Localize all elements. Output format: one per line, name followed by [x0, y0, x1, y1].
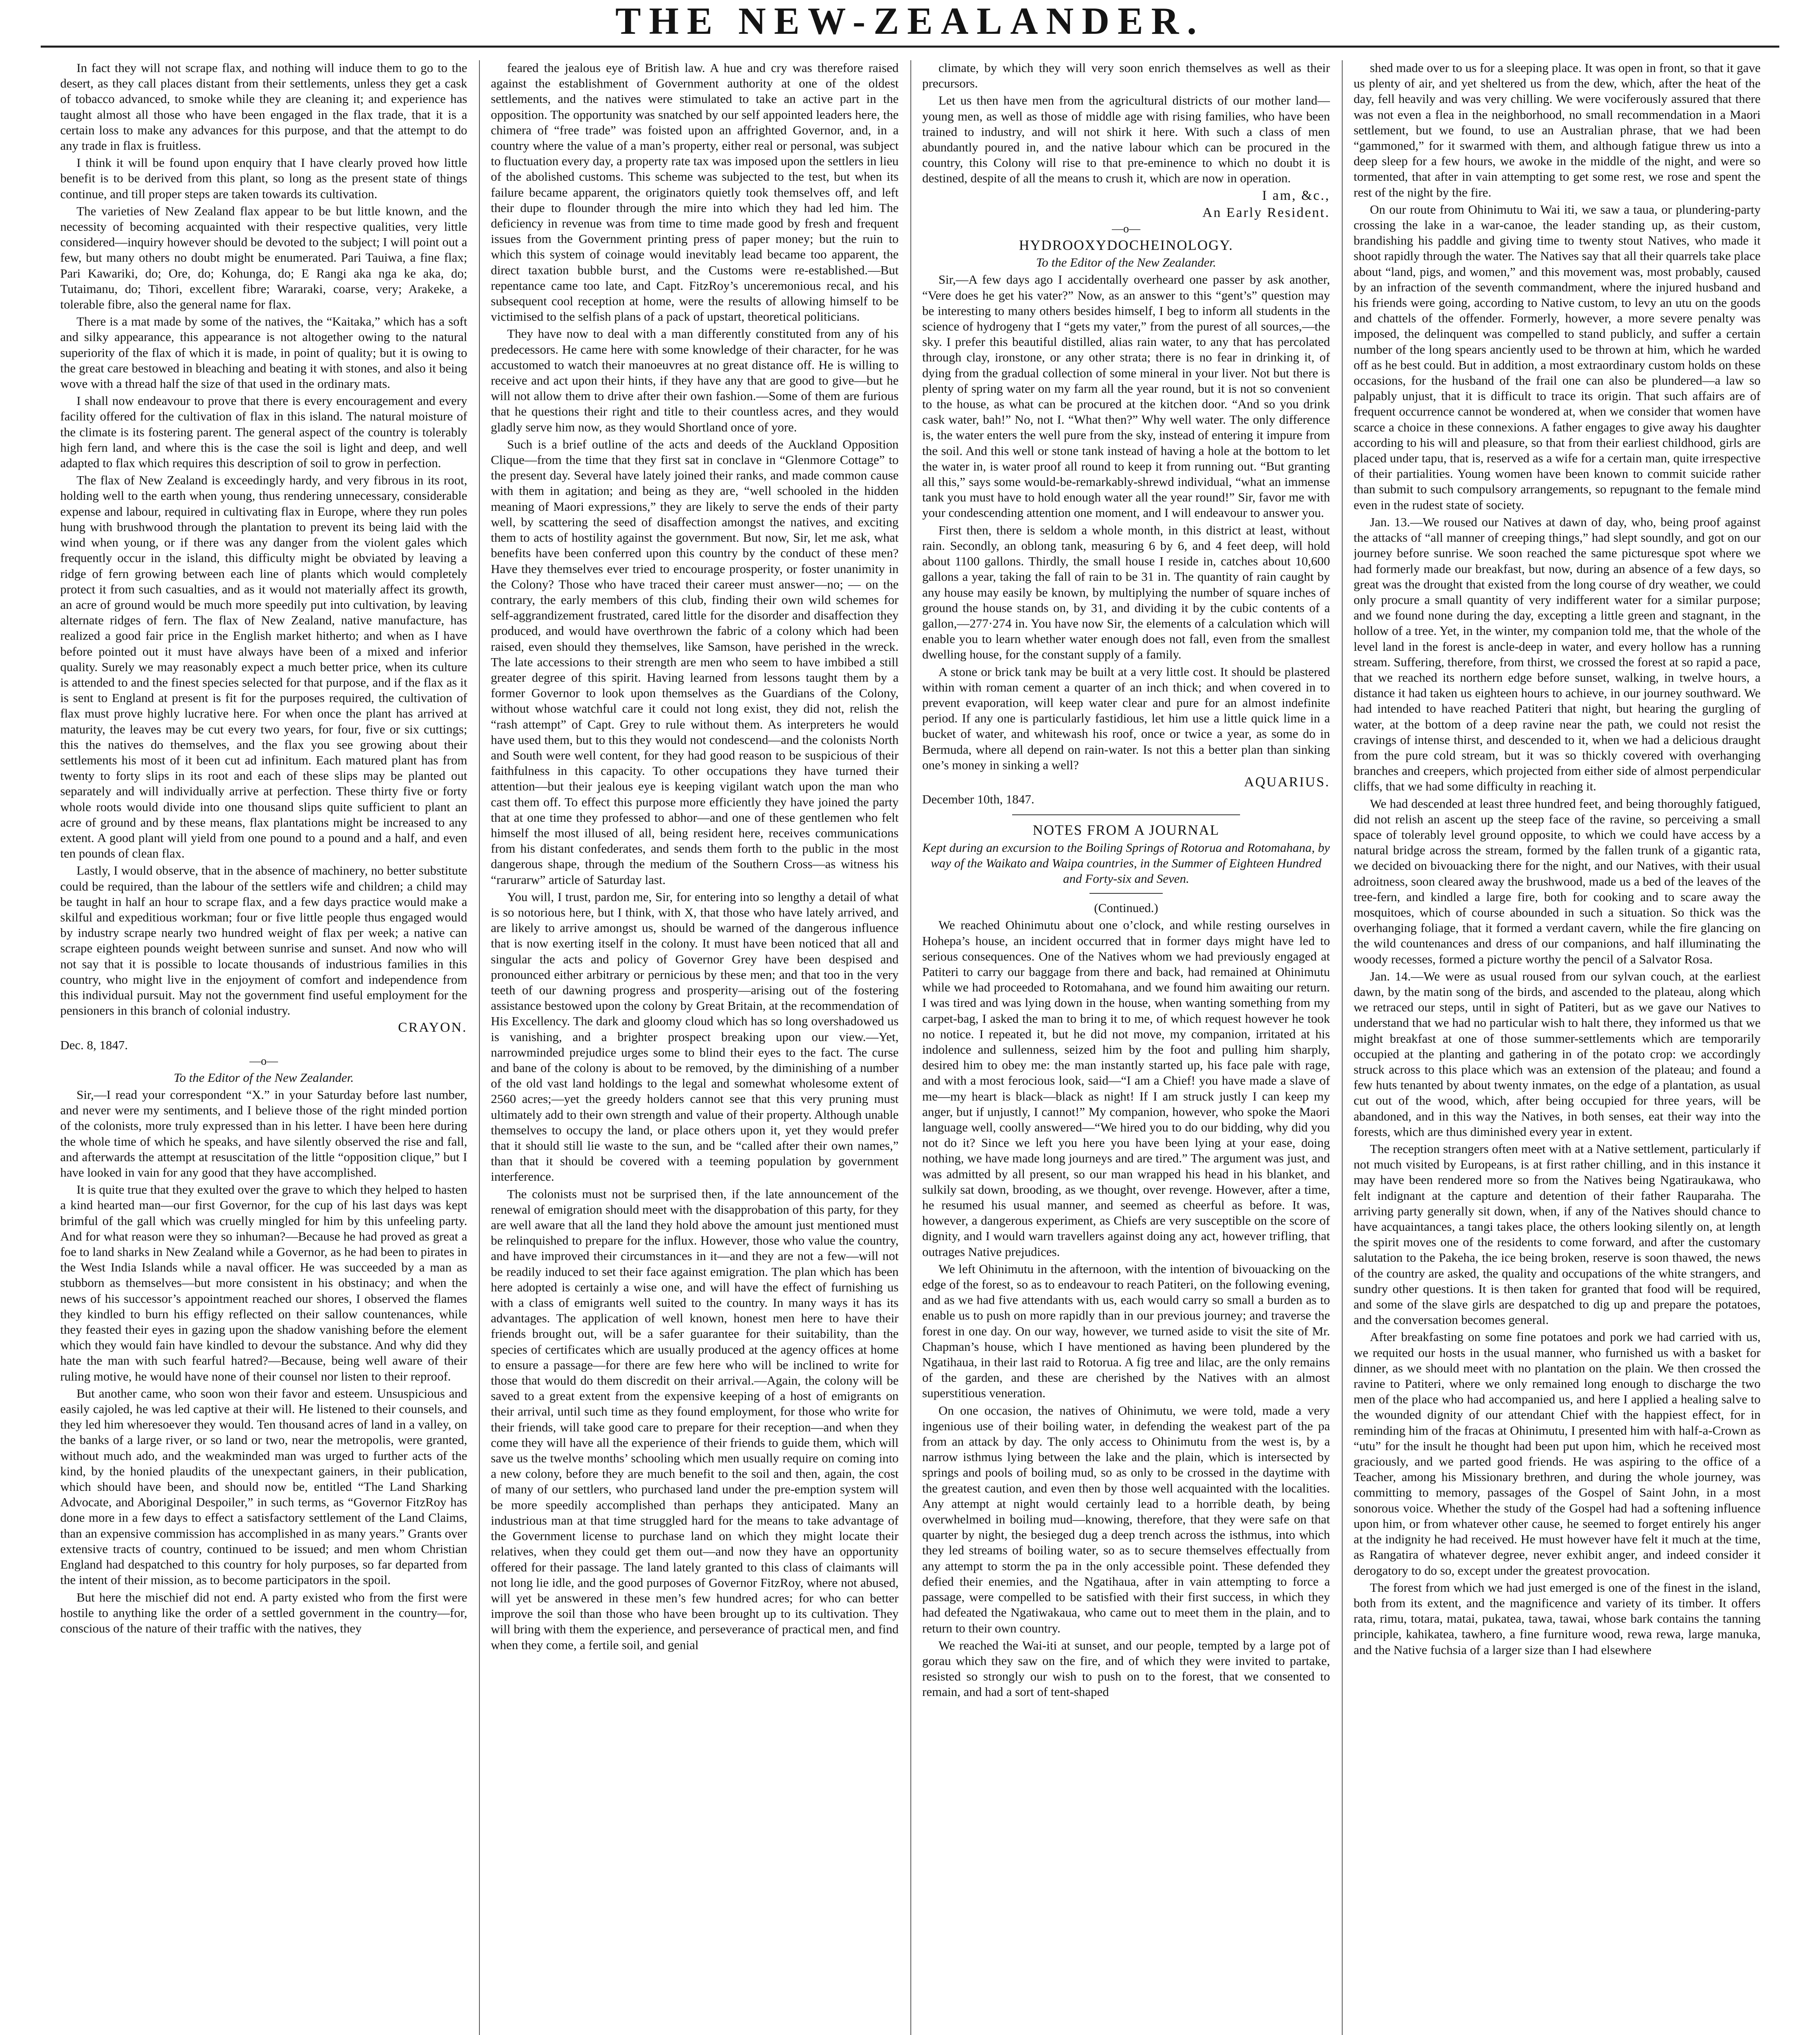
column-divider	[1342, 60, 1343, 2035]
paragraph: We reached the Wai-iti at sunset, and our people, tempted by a large pot of gorau which they saw on the fire, and of which they were invited to partake, resisted so strongly our wish to push on to the forest, that we consented to remain, and had a sort of tent-shaped	[922, 1638, 1330, 1699]
article-heading: NOTES FROM A JOURNAL	[1032, 822, 1220, 838]
column-divider	[479, 60, 480, 2035]
column-1	[60, 60, 467, 2035]
paragraph: After breakfasting on some fine potatoes and pork we had carried with us, we requited our hosts in the usual manner, who furnished us with a basket for dinner, as we should meet with no plantation on the plain. We then crossed the ravine to Patiteri, where we only remained long enough to discharge the two men of the place who had accompanied us, and here I applied a healing salve to the wounded dignity of our attendant Chief with the happiest effect, for in reminding him of the fracas at Ohinimutu, I presented him with half-a-Crown as “utu” for the insult he thought had been put upon him, which he received most graciously, and we parted good friends. He was aspiring to the office of a Teacher, among his Missionary brethren, and during the whole journey, was committing to memory, passages of the Gospel of Saint John, in a most sonorous voice. Whether the study of the Gospel had had a softening influence upon him, or from whatever other cause, he seemed to forget entirely his anger at the indignity he had received. He must however have felt it much at the time, as Rangatira of whatever degree, never exhibit anger, and indeed consider it derogatory to do so, except under the greatest provocation.	[1354, 1330, 1761, 1578]
paragraph: Jan. 14.—We were as usual roused from our sylvan couch, at the earliest dawn, by the matin song of the birds, and ascended to the plateau, along which we retraced our steps, until in sight of Patiteri, but as we gave our Natives to understand that we had no particular wish to halt there, they informed us that we might breakfast at one of those summer-settlements which are temporarily occupied at the planting and gathering in of the potato crop: we accordingly struck across to this place which was an extension of the plateau; and found a few huts tenanted by about twenty inmates, on the edge of a plantation, as usual cut out of the wood, which, after being occupied for three years, will be abandoned, and in this way the Natives, in both senses, eat their way into the forests, which are thus diminished every year in extent.	[1354, 969, 1761, 1139]
dateline: December 10th, 1847.	[922, 792, 1035, 807]
paragraph: But another came, who soon won their favor and esteem. Unsuspicious and easily cajoled, he was led captive at their will. He listened to their counsels, and they led him wheresoever they would. Ten thousand acres of land in a valley, on the banks of a large river, or so land or two, near the metropolis, were granted, without much ado, and the weakminded man was urged to further acts of the kind, by the honied plaudits of the unexpectant gainers, in their publication, which should have been, and should now be, entitled “The Land Sharking Advocate, and Aboriginal Despoiler,” in such terms, as “Governor FitzRoy has done more in a few days to effect a satisfactory settlement of the Land Claims, than an expensive commission has accomplished in as many years.” Grants over extensive tracts of country, continued to be issued; and men whom Christian England had despatched to this country for holy purposes, so far departed from the intent of their mission, as to become participators in the spoil.	[60, 1386, 467, 1587]
paragraph: We reached Ohinimutu about one o’clock, and while resting ourselves in Hohepa’s house, an incident occurred that in former days might have led to serious consequences. One of the Natives whom we had previously engaged at Patiteri to carry our baggage from there and back, had remained at Ohinimutu while we had proceeded to Rotomahana, and we found him awaiting our return. I was tired and was lying down in the house, when wanting something from my carpet-bag, I asked the man to bring it to me, of which request however he took no notice. I repeated it, but he did not move, my companion, irritated at his indolence and sullenness, seized him by the foot and pulling him sharply, desired him to obey me: the man instantly started up, his face pale with rage, and with a most ferocious look, said—“I am a Chief! you have made a slave of me—my heart is black—black as night! If I am struck justly I can keep my anger, but if unjustly, I cannot!” My companion, however, who spoke the Maori language well, coolly answered—“We hired you to do our bidding, why did you not do it? Since we left you here you have been lying at your ease, doing nothing, we have made long journeys and are tired.” The argument was just, and was admitted by all present, so our man wrapped his head in his blanket, and sulkily sat down, brooding, as we thought, over revenge. However, after a time, he resumed his usual manner, and seemed as cheerful as before. It was, however, a dangerous experiment, as Chiefs are very susceptible on the score of dignity, and I would warn travellers against doing any act, however trifling, that outrages Native prejudices.	[922, 918, 1330, 1259]
signature-crayon: CRAYON.	[398, 1020, 467, 1035]
paragraph: The flax of New Zealand is exceedingly hardy, and very fibrous in its root, holding well to the earth when young, thus rendering unnecessary, considerable expense and labour, required in cultivating flax in Europe, where they run poles hung with brushwood through the plantation to prevent its being laid with the wind when young, or if there was any danger from the violent gales which frequently occur in the island, this difficulty might be obviated by leaving a ridge of fern growing between each line of plants which would completely protect it from such casualties, and as it would not materially affect its growth, an acre of ground would be much more speedily put into cultivation, by leaving alternate ridges of fern. The flax of New Zealand, native manufacture, has realized a good fair price in the English market hitherto; and when as I have before pointed out it must have always have been of a mixed and inferior quality. Surely we may reasonably expect a much better price, when its culture is attended to and the finest species selected for that purpose, and if the flax as it is sent to England at present is fit for the purposes required, the cultivation of flax must prove highly lucrative here. For when once the plant has arrived at maturity, the leaves may be cut every two years, for four, five or six cuttings; this the natives do themselves, and the flax you see growing about their settlements his most of it been cut ad infinitum. Each matured plant has from twenty to forty slips in its root and each of these slips may be planted out separately and will individually arrive at perfection. These thirty five or forty whole roots would divide into one thousand slips quite sufficient to plant an acre of ground and by these means, flax plantations might be increased to any extent. A good plant will yield from one pound to a pound and a half, and even ten pounds of clean flax.	[60, 473, 467, 861]
masthead	[0, 0, 1820, 49]
paragraph: We had descended at least three hundred feet, and being thoroughly fatigued, did not relish an ascent up the steep face of the ravine, so perceiving a small space of tolerably level ground opposite, to which we could have access by a natural bridge across the stream, formed by the fallen trunk of a gigantic rata, we decided on bivouacking there for the night, and our Natives, with their usual adroitness, soon cleared away the brushwood, made us a bed of the leaves of the tree-fern, and kindled a large fire, both for cooking and to scare away the mosquitoes, which of course abounded in such a situation. So thick was the overhanging foliage, that it formed a verdant cavern, while the fire glancing on the wild countenances and dress of our companions, and half illuminating the woody recesses, formed a picture worthy the pencil of a Salvator Rosa.	[1354, 796, 1761, 966]
paragraph: There is a mat made by some of the natives, the “Kaitaka,” which has a soft and silky appearance, this appearance is not altogether owing to the natural superiority of the flax of which it is made, in point of quality; but it is owing to the great care bestowed in bleaching and beating it with stones, and also it being wove with a thread half the size of that used in the ordinary mats.	[60, 314, 467, 391]
paragraph: shed made over to us for a sleeping place. It was open in front, so that it gave us plenty of air, and yet sheltered us from the dew, which, after the heat of the day, fell heavily and was very chilling. We were vociferously assured that there was not even a flea in the neighborhood, no small recommendation in a Maori settlement, but we found, to use an Australian phrase, that we had been “gammoned,” for it swarmed with them, and although fatigue threw us into a deep sleep for a few hours, we awoke in the middle of the night, and were so tormented, that after in vain attempting to get some rest, we rose and spent the rest of the night by the fire.	[1354, 61, 1761, 199]
closing: I am, &c.,	[1262, 188, 1330, 203]
paragraph: Sir,—I read your correspondent “X.” in your Saturday before last number, and never were my sentiments, and I believe those of the right minded portion of the colonists, more truly expressed than in his letter. I have been here during the whole time of which he speaks, and have silently observed the rise and fall, and afterwards the attempt at resuscitation of the little “opposition clique,” but I have looked in vain for any good that they have accomplished.	[60, 1088, 467, 1180]
paragraph: It is quite true that they exulted over the grave to which they helped to hasten a kind hearted man—our first Governor, for the cup of his last days was kept brimful of the gall which was cruelly mingled for him by this unfeeling party. And for what reason were they so inhuman?—Because he had proved as great a foe to land sharks in New Zealand while a Governor, as he had been to pirates in the West India Islands while a naval officer. He was succeeded by a man as stubborn as themselves—but more consistent in his obstinacy; and when the news of his successor’s appointment reached our shores, I observed the flames they kindled to burn his effigy reflected on their sallow countenances, while they feasted their eyes in gazing upon the shadow vanishing before the element which they would fain have kindled to devour the substance. And why did they hate the man with such fearful hatred?—Because, being well aware of their ruling motive, he would have none of their counsel nor listen to their reproof.	[60, 1182, 467, 1383]
paragraph: The varieties of New Zealand flax appear to be but little known, and the necessity of becoming acquainted with their respective qualities, very little considered—inquiry however should be devoted to the subject; I will point out a few, but many others no doubt might be enumerated. Pari Tauiwa, a fine flax; Pari Kawariki, do; Ore, do; Kohunga, do; E Rangi aka nga ke aka, do; Tutaimanu, do; Tihori, excellent fibre; Wararaki, coarse, very; Arakeke, a tolerable fibre, also the general name for flax.	[60, 204, 467, 312]
paragraph: I shall now endeavour to prove that there is every encouragement and every facility offered for the cultivation of flax in this island. The natural moisture of the climate is its fostering parent. The general aspect of the country is tolerably high fern land, and where this is the case the soil is light and deep, and well adapted to flax which requires this description of soil to grow in perfection.	[60, 394, 467, 470]
signature-early-resident: An Early Resident.	[1202, 205, 1330, 220]
separator: —o—	[1112, 223, 1140, 236]
article-subheading: Kept during an excursion to the Boiling Springs of Rotorua and Rotomahana, by way of the Waikato and Waipa countries, in the Summer of Eighteen Hundred and Forty-six and Seven.	[922, 840, 1330, 886]
column-4	[1354, 60, 1761, 2035]
letter-address: To the Editor of the New Zealander.	[1036, 255, 1216, 270]
short-rule	[1089, 893, 1163, 894]
continued-label: (Continued.)	[1094, 901, 1158, 915]
paragraph: We left Ohinimutu in the afternoon, with the intention of bivouacking on the edge of the forest, so as to endeavour to reach Patiteri, on the following evening, and as we had five attendants with us, each would carry so small a burden as to enable us to push on more rapidly than in our previous journey; and traverse the forest in one day. On our way, however, we turned aside to visit the site of Mr. Chapman’s house, which I have mentioned as having been plundered by the Ngatihaua, in their last raid to Rotorua. A fig tree and lilac, are the only remains of the garden, and these are cherished by the Natives with an almost superstitious veneration.	[922, 1261, 1330, 1400]
paragraph: The reception strangers often meet with at a Native settlement, particularly if not much visited by Europeans, is at first rather chilling, and in this instance it may have been rendered more so from the Natives being Ngatiraukawa, who felt indignant at the capture and detention of their father Rauparaha. The arriving party generally sit down, when, if any of the Natives should chance to have acquaintances, a tangi takes place, the others looking silently on, at length the spirit moves one of the residents to come forward, and after the customary salutation to the Pakeha, the ice being broken, reserve is soon thawed, the news of the country are asked, the quality and occupations of the white strangers, and sundry other questions. It is then taken for granted that food will be required, and some of the slave girls are despatched to dig up and prepare the potatoes, and the conversation becomes general.	[1354, 1142, 1761, 1327]
column-2	[491, 60, 899, 2035]
masthead-rule	[41, 46, 1779, 48]
paragraph: First then, there is seldom a whole month, in this district at least, without rain. Secondly, an oblong tank, measuring 6 by 6, and 4 feet deep, will hold about 1100 gallons. Thirdly, the small house I reside in, catches about 10,600 gallons a year, taking the fall of rain to be 31 in. The quantity of rain caught by any house may easily be known, by multiplying the number of square inches of ground the house stands on, by 31, and dividing it by the cubic contents of a gallon,—277·274 in. You have now Sir, the elements of a calculation which will enable you to learn whether water enough does not fall, even from the smallest dwelling house, for the constant supply of a family.	[922, 523, 1330, 662]
dateline: Dec. 8, 1847.	[60, 1037, 128, 1052]
section-rule	[1012, 814, 1240, 815]
letter-address: To the Editor of the New Zealander.	[173, 1070, 354, 1085]
signature-aquarius: AQUARIUS.	[1244, 774, 1330, 790]
newspaper-title: THE NEW-ZEALANDER.	[615, 0, 1205, 42]
paragraph: Jan. 13.—We roused our Natives at dawn of day, who, being proof against the attacks of “all manner of creeping things,” had slept soundly, and got on our journey before sunrise. We soon reached the same picturesque spot where we had formerly made our breakfast, but now, during an absence of a few days, so great was the drought that existed from the long course of dry weather, we could only procure a small quantity of very indifferent water for a similar purpose; and we found none during the day, excepting a little green and stagnant, in the hollow of a tree. Yet, in the winter, my companion told me, that the whole of the level land in the forest is ancle-deep in water, and every hollow has a running stream. Suffering, therefore, from thirst, we crossed the forest at so rapid a pace, that we reached its northern edge before sunset, walking, in twelve hours, a distance it had taken us eighteen hours to achieve, in our journey southward. We had intended to have reached Patiteri that night, but hearing the gurgling of water, at the bottom of a deep ravine near the path, we could not resist the cravings of intense thirst, and descended to it, when we had a delicious draught from the pure cold stream, but it was so thickly covered with overhanging branches and creepers, which projected from either side of almost perpendicular cliffs, that we had some difficulty in reaching it.	[1354, 514, 1761, 794]
paragraph: climate, by which they will very soon enrich themselves as well as their precursors.	[922, 61, 1330, 91]
paragraph: Sir,—A few days ago I accidentally overheard one passer by ask another, “Vere does he get his vater?” Now, as an answer to this “gent’s” question may be interesting to many others besides himself, I beg to inform all students in the science of hydrogeny that I “gets my vater,” from the purest of all sources,—the sky. I prefer this beautiful distilled, alias rain water, to any that has percolated through clay, ironstone, or any other strata; there is no fear in drinking it, of dying from the gradual collection of some mineral in your liver. Not but there is plenty of spring water on my farm all the year round, but it is not so convenient to the house, as what can be procured at the kitchen door. “And so you drink cask water, bah!” No, not I. “What then?” Why well water. The only difference is, the water enters the well pure from the sky, instead of entering it impure from the soil. And this well or stone tank instead of having a hole at the bottom to let the water in, is water proof all round to keep it from running out. “But granting all this,” says some would-be-remarkably-shrewd individual, “what an immense tank you must have to hold enough water all the year round!” Sir, favor me with your condescending attention one moment, and I will endeavour to answer you.	[922, 272, 1330, 520]
paragraph: On one occasion, the natives of Ohinimutu, we were told, made a very ingenious use of their boiling water, in defending the weakest part of the pa from an attack by day. The only access to Ohinimutu from the west is, by a narrow isthmus lying between the lake and the plain, which is intersected by springs and pools of boiling mud, so as only to be crossed in the daytime with the greatest caution, and even then by those well acquainted with the localities. Any attempt at night would certainly lead to a horrible death, by being overwhelmed in boiling mud—knowing, therefore, that they were safe on that quarter by night, the besieged dug a deep trench across the isthmus, into which they led streams of boiling water, so as to secure themselves effectually from any attempt to storm the pa in the only accessible point. These defended they defied their enemies, and the Ngatihaua, after in vain attempting to force a passage, were compelled to be satisfied with their first success, in which they had defeated the Ngatiwakaua, who came out to meet them in the plain, and to return to their own country.	[922, 1403, 1330, 1635]
paragraph: In fact they will not scrape flax, and nothing will induce them to go to the desert, as they call places distant from their settlements, unless they get a cask of tobacco advanced, to smoke while they are cleaning it; and experience has taught almost all those who have been engaged in the flax trade, that it is a certain loss to make any advances for this purpose, and that the attempt to do any trade in flax is fruitless.	[60, 61, 467, 153]
paragraph: But here the mischief did not end. A party existed who from the first were hostile to anything like the order of a settled government in the country—for, conscious of the nature of their traffic with the natives, they	[60, 1590, 467, 1635]
paragraph: A stone or brick tank may be built at a very little cost. It should be plastered within with roman cement a quarter of an inch thick; and when covered in to prevent evaporation, will keep water clear and pure for an almost indefinite period. If any one is particularly fastidious, let him use a little quick lime in a bucket of water, and whitewash his roof, once or twice a year, as some do in Bermuda, where all depend on rain-water. Is not this a better plan than sinking one’s money in sinking a well?	[922, 664, 1330, 772]
paragraph: They have now to deal with a man differently constituted from any of his predecessors. He came here with some knowledge of their character, for he was accustomed to watch their manoeuvres at no great distance off. He is willing to receive and act upon their hints, if they have any that are good to give—but he will not allow them to drive after their own fashion.—Some of them are furious that he questions their right and title to their countless acres, and they would gladly serve him now, as they would Shortland once of yore.	[491, 326, 899, 434]
column-3	[922, 60, 1330, 2035]
column-divider	[910, 60, 911, 2035]
paragraph: The forest from which we had just emerged is one of the finest in the island, both from its extent, and the magnificence and variety of its timber. It offers rata, rimu, totara, matai, pukatea, tawa, tawai, whose bark contains the tanning principle, kahikatea, tawhero, a fine furniture wood, rewa rewa, large manuka, and the Native fuchsia of a larger size than I had elsewhere	[1354, 1580, 1761, 1657]
article-heading: HYDROOXYDOCHEINOLOGY.	[1019, 237, 1234, 254]
paragraph: The colonists must not be surprised then, if the late announcement of the renewal of emigration should meet with the disapprobation of this party, for they are well aware that all the land they hold above the amount just mentioned must be relinquished to prepare for the influx. However, those who value the country, and have improved their circumstances in it—and they are not a few—will not be readily induced to set their face against emigration. The plan which has been here adopted is certainly a wise one, and will have the effect of furnishing us with a class of emigrants well suited to the country. In many ways it has its advantages. The application of well known, honest men here to have their friends brought out, will be a safer guarantee for their suitability, than the species of certificates which are usually produced at the agency offices at home to ensure a passage—for there are few here who will be inclined to write for those that would do them discredit on their arrival.—Again, the colony will be saved to a great extent from the expensive keeping of a host of emigrants on their arrival, until such time as they found employment, for those who write for their friends, will take good care to prepare for their reception—and when they come they will have all the experience of their friends to guide them, which will save us the twelve months’ schooling which men usually require on coming into a new colony, before they are much benefit to the soil and then, again, the cost of many of our settlers, who purchased land under the pre-emption system will be more speedily accomplished than perhaps they anticipated. Many an industrious man at that time struggled hard for the means to take advantage of the Government license to purchase land on which they might locate their relatives, when they could get them out—and now they have an opportunity offered for their passage. The land lately granted to this class of claimants will not long lie idle, and the good purposes of Governor FitzRoy, where not abused, will yet be answered in these men’s few hundred acres; for who can better improve the soil than those who have been brought up to its cultivation. They will bring with them the experience, and perseverance of practical men, and find when they come, a fertile soil, and genial	[491, 1186, 899, 1652]
paragraph: Such is a brief outline of the acts and deeds of the Auckland Opposition Clique—from the time that they first sat in conclave in “Glenmore Cottage” to the present day. Several have lately joined their ranks, and made common cause with them in agitation; and being as they are, “well schooled in the hidden meaning of Maori expressions,” they are likely to serve the ends of their party well, by scattering the seed of disaffection amongst the natives, and exciting them to acts of hostility against the government. But now, Sir, let me ask, what benefits have been conferred upon this country by the conduct of these men? Have they themselves ever tried to encourage prosperity, or foster unanimity in the Colony? Those who have traced their career must answer—no; — on the contrary, the early members of this club, finding their own wild schemes for self-aggrandizement frustrated, cared little for the disorder and disaffection they produced, and would have overthrown the fabric of a colony which had been raised, even should they themselves, like Samson, have perished in the wreck. The late accessions to their strength are men who seem to have imbibed a still greater degree of this spirit. Having learned from lessons taught them by a former Governor to look upon themselves as the Guardians of the Colony, without whose watchful care it could not long exist, they did not, relish the “rash attempt” of Capt. Grey to rule without them. As interpreters he would have used them, but to this they would not condescend—and the colonists North and South were well content, for they had good reason to be suspicious of their faithfulness in this capacity. To other occupations they have turned their attention—but their jealous eye is keeping vigilant watch upon the man who cast them off. To effect this purpose more efficiently they have joined the party that at one time they professed to abhor—and one of these gentlemen who felt himself the most illused of all, being resident here, receives communications from his distant confederates, and sends them forth to the public in the most dangerous shape, through the medium of the Southern Cross—as witness his “rarurarw” article of Saturday last.	[491, 437, 899, 887]
paragraph: feared the jealous eye of British law. A hue and cry was therefore raised against the establishment of Government authority at one of the oldest settlements, and the natives were stimulated to take an active part in the opposition. The opportunity was snatched by our self appointed leaders here, the chimera of “free trade” was foisted upon an affrighted Governor, and, in a country where the value of a man’s property, either real or personal, was subject to fluctuation every day, a property rate tax was imposed upon the settlers in lieu of the abolished customs. This scheme was subjected to the test, but when its failure became apparent, the originators quietly took themselves off, and left their dupe to flounder through the mire into which they had led him. The deficiency in revenue was from time to time made good by fresh and frequent issues from the Government printing press of paper money; but the ruin to which this system of coinage would inevitably lead became too apparent, the direct taxation bubble burst, and the Customs were re-established.—But repentance came too late, and Capt. FitzRoy’s unceremonious recal, and his subsequent cool reception at home, were the results of allowing himself to be victimised to the selfish plans of a pack of upstart, theoretical politicians.	[491, 61, 899, 324]
paragraph: Let us then have men from the agricultural districts of our mother land—young men, as well as those of middle age with rising families, who have been trained to industry, and will not shirk it here. With such a class of men abundantly poured in, and the native labour which can be procured in the country, this Colony will rise to that pre-eminence to which no doubt it is destined, despite of all the means to crush it, which are now in operation.	[922, 93, 1330, 186]
paragraph: I think it will be found upon enquiry that I have clearly proved how little benefit is to be derived from this plant, so long as the present state of things continue, and till proper steps are taken towards its cultivation.	[60, 155, 467, 201]
separator: —o—	[249, 1055, 278, 1068]
paragraph: On our route from Ohinimutu to Wai iti, we saw a taua, or plundering-party crossing the lake in a war-canoe, the leader standing up, as their custom, brandishing his paddle and giving time to twenty stout Natives, who made it shoot rapidly through the water. The Natives say that all their quarrels take place about “land, pigs, and women,” and this movement was, most probably, caused by an infraction of the seventh commandment, where the injured husband and his friends were going, according to Native custom, to levy an utu on the goods and chattels of the offender. Formerly, however, a more severe penalty was imposed, the delinquent was compelled to stand publicly, and suffer a certain number of the long spears anciently used to be thrown at him, which he warded off as he best could. But in addition, a most extraordinary custom holds on these occasions, for the husband of the frail one can also be plundered—a law so palpably unjust, that it is difficult to trace its origin. That such affairs are of frequent occurrence cannot be wondered at, when we consider that women have scarce a choice in these connexions. A father engages to give away his daughter according to his will and pleasure, so that from their earliest childhood, girls are placed under tapu, that is, reserved as a wife for a certain man, quite irrespective of their partialities. Young women have been known to commit suicide rather than submit to such compulsory arrangements, so repugnant to the female mind even in the rudest state of society.	[1354, 202, 1761, 512]
paragraph: You will, I trust, pardon me, Sir, for entering into so lengthy a detail of what is so notorious here, but I think, with X, that those who have lately arrived, and are likely to arrive amongst us, should be warned of the dangerous influence that is now exerting itself in the colony. It must have been noticed that all and singular the acts and policy of Governor Grey have been despised and pronounced either arbitrary or pernicious by these men; and that too in the very teeth of our dawning progress and prosperity—arising out of the fostering assistance bestowed upon the colony by Great Britain, at the recommendation of His Excellency. The dark and gloomy cloud which has so long overshadowed us is vanishing, and a brighter prospect breaking upon our view.—Yet, narrowminded prejudice urges some to blind their eyes to the fact. The curse and bane of the colony is about to be removed, by the diminishing of a number of the old vast land holdings to the legal and somewhat wholesome extent of 2560 acres;—yet the greedy holders cannot see that this very pruning must ultimately add to their own strength and value of their property. Although unable themselves to occupy the land, or place others upon it, yet they would prefer that it should still lie waste to the sun, and be “called after their own names,” than that it should be covered with a teeming population by government interference.	[491, 889, 899, 1184]
paragraph: Lastly, I would observe, that in the absence of machinery, no better substitute could be required, than the labour of the settlers wife and children; a child may be taught in half an hour to scrape flax, and a few days practice would make a skilful and expeditious workman; four or five little people thus engaged would by industry scrape nearly two hundred weight of flax per week; a native can scrape eighteen pounds weight between sunrise and sunset. And now who will not say that it is possible to locate thousands of industrious families in this country, who might live in the enjoyment of comfort and independence from this individual pursuit. May not the government find useful employment for the pensioners in this branch of colonial industry.	[60, 863, 467, 1018]
